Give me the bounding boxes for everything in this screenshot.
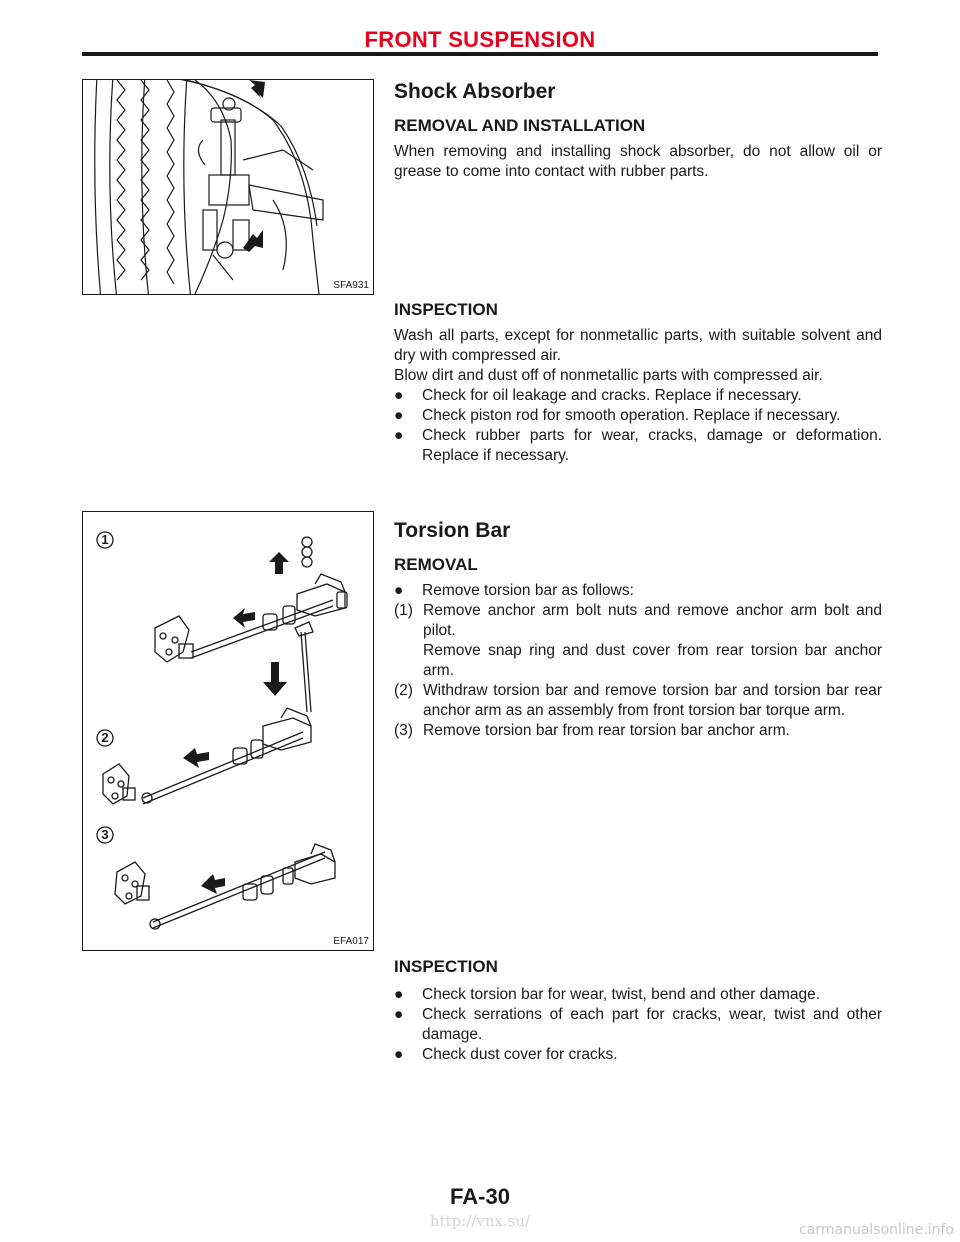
list-item: ● Check piston rod for smooth operation. Replace if necessary. (394, 407, 841, 424)
figure-code: EFA017 (333, 936, 369, 947)
watermark: carmanualsonline.info (799, 1222, 954, 1238)
step-item: (3) Remove torsion bar from rear torsion bar anchor arm. (394, 722, 790, 739)
list-item: ● Remove torsion bar as follows: (394, 582, 634, 599)
shock-absorber-illustration (83, 80, 373, 294)
callout-3: 3 (101, 827, 109, 842)
torsion-removal-heading: REMOVAL (394, 555, 478, 574)
figure-code: SFA931 (333, 280, 369, 291)
list-item: ● Check rubber parts for wear, cracks, damage or deformation. Replace if necessary. (394, 427, 882, 464)
list-item: ● Check torsion bar for wear, twist, bend and other damage. (394, 986, 821, 1003)
torsion-inspection-section (394, 957, 882, 1065)
shock-inspection-section (394, 300, 882, 466)
shock-absorber-figure (82, 79, 374, 295)
torsion-bar-section (394, 519, 882, 741)
shock-inspection-p2: Blow dirt and dust off of nonmetallic parts with compressed air. (394, 367, 823, 384)
header-rule (82, 52, 878, 56)
callout-2: 2 (101, 730, 109, 745)
page-number: FA-30 (450, 1184, 510, 1209)
step-extra: Remove snap ring and dust cover from rear torsion bar anchor arm. (423, 642, 882, 679)
shock-inspection-heading: INSPECTION (394, 300, 498, 319)
list-item: ● Check serrations of each part for cracks, wear, twist and other damage. (394, 1006, 882, 1043)
shock-absorber-section (394, 80, 882, 182)
step-item: (2) Withdraw torsion bar and remove torsion bar and torsion bar rear anchor arm as an assembly from front torsion bar torque arm. (394, 682, 882, 719)
list-item: ● Check dust cover for cracks. (394, 1046, 618, 1063)
shock-inspection-p1: Wash all parts, except for nonmetallic parts, with suitable solvent and dry with compressed air. (394, 327, 882, 364)
shock-absorber-heading: Shock Absorber (394, 80, 556, 103)
removal-installation-text: When removing and installing shock absorber, do not allow oil or grease to come into contact with rubber parts. (394, 143, 882, 180)
torsion-bar-figure (82, 511, 374, 951)
torsion-inspection-heading: INSPECTION (394, 957, 498, 976)
torsion-bar-heading: Torsion Bar (394, 519, 511, 542)
step-item: (1) Remove anchor arm bolt nuts and remove anchor arm bolt and pilot. (394, 602, 882, 639)
callout-1: 1 (101, 532, 109, 547)
list-item: ● Check for oil leakage and cracks. Replace if necessary. (394, 387, 802, 404)
footer-link[interactable]: http://vnx.su/ (429, 1212, 531, 1230)
page-header-title: FRONT SUSPENSION (364, 27, 596, 52)
removal-installation-heading: REMOVAL AND INSTALLATION (394, 116, 646, 135)
torsion-bar-illustration (83, 512, 373, 950)
